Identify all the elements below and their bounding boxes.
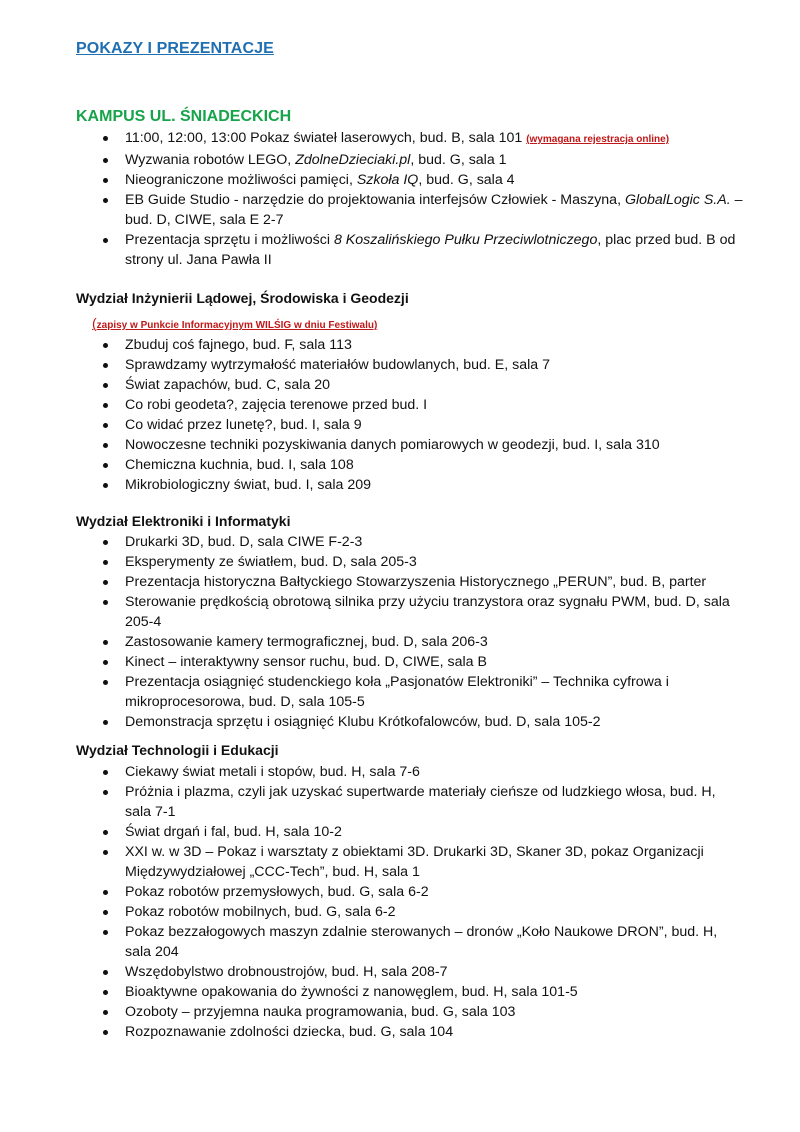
list-item: Co robi geodeta?, zajęcia terenowe przed bud. I — [0, 395, 745, 415]
list-item: 11:00, 12:00, 13:00 Pokaz świateł laserowych, bud. B, sala 101 (wymagana rejestracja online) — [0, 128, 745, 150]
list-item: Rozpoznawanie zdolności dziecka, bud. G, sala 104 — [0, 1022, 745, 1042]
bullet-icon — [103, 910, 108, 915]
bullet-icon — [103, 720, 108, 725]
bullet-icon — [103, 600, 108, 605]
list-item: Sprawdzamy wytrzymałość materiałów budowlanych, bud. E, sala 7 — [0, 355, 745, 375]
list-item: Demonstracja sprzętu i osiągnięć Klubu Krótkofalowców, bud. D, sala 105-2 — [0, 712, 745, 732]
list-item: Drukarki 3D, bud. D, sala CIWE F-2-3 — [0, 532, 745, 552]
list-item: Co widać przez lunetę?, bud. I, sala 9 — [0, 415, 745, 435]
bullet-icon — [103, 560, 108, 565]
bullet-icon — [103, 1010, 108, 1015]
bullet-icon — [103, 970, 108, 975]
list-item: Pokaz robotów przemysłowych, bud. G, sala 6-2 — [0, 882, 745, 902]
list-item: Prezentacja sprzętu i możliwości 8 Koszalińskiego Pułku Przeciwlotniczego, plac przed bud. B od strony ul. Jana Pawła II — [0, 230, 745, 270]
bullet-icon — [103, 423, 108, 428]
list-item: Wszędobylstwo drobnoustrojów, bud. H, sala 208-7 — [0, 962, 745, 982]
registration-note: (wymagana rejestracja online) — [526, 134, 670, 145]
bullet-icon — [103, 363, 108, 368]
list-item: Chemiczna kuchnia, bud. I, sala 108 — [0, 455, 745, 475]
campus-heading: KAMPUS UL. ŚNIADECKICH — [76, 108, 292, 125]
list-item: Ciekawy świat metali i stopów, bud. H, sala 7-6 — [0, 762, 745, 782]
bullet-icon — [103, 770, 108, 775]
bullet-icon — [103, 790, 108, 795]
section-heading: Wydział Inżynierii Lądowej, Środowiska i Geodezji — [76, 290, 409, 306]
bullet-icon — [103, 383, 108, 388]
bullet-icon — [103, 850, 108, 855]
list-item: Kinect – interaktywny sensor ruchu, bud. D, CIWE, sala B — [0, 652, 745, 672]
section-list — [0, 762, 745, 1042]
bullet-icon — [103, 463, 108, 468]
list-item: Pokaz robotów mobilnych, bud. G, sala 6-2 — [0, 902, 745, 922]
list-item: Zbuduj coś fajnego, bud. F, sala 113 — [0, 335, 745, 355]
section-heading: Wydział Technologii i Edukacji — [76, 742, 279, 758]
bullet-icon — [103, 136, 108, 141]
list-item: EB Guide Studio - narzędzie do projektowania interfejsów Człowiek - Maszyna, GlobalLogic S.A. – bud. D, CIWE, sala E 2-7 — [0, 190, 745, 230]
bullet-icon — [103, 830, 108, 835]
bullet-icon — [103, 1030, 108, 1035]
list-item: Nieograniczone możliwości pamięci, Szkoła IQ, bud. G, sala 4 — [0, 170, 745, 190]
list-item: XXI w. w 3D – Pokaz i warsztaty z obiektami 3D. Drukarki 3D, Skaner 3D, pokaz Organizacji Międzywydziałowej „CCC-Tech”, bud. H, sala 1 — [0, 842, 745, 882]
list-item: Prezentacja osiągnięć studenckiego koła „Pasjonatów Elektroniki” – Technika cyfrowa i mikroprocesorowa, bud. D, sala 105-5 — [0, 672, 745, 712]
registration-note: (zapisy w Punkcie Informacyjnym WILŚIG w dniu Festiwalu) — [92, 315, 378, 331]
bullet-icon — [103, 990, 108, 995]
section-heading: Wydział Elektroniki i Informatyki — [76, 513, 291, 529]
bullet-icon — [103, 580, 108, 585]
campus-list — [0, 128, 745, 270]
list-item: Zastosowanie kamery termograficznej, bud. D, sala 206-3 — [0, 632, 745, 652]
bullet-icon — [103, 343, 108, 348]
bullet-icon — [103, 680, 108, 685]
bullet-icon — [103, 660, 108, 665]
list-item: Nowoczesne techniki pozyskiwania danych pomiarowych w geodezji, bud. I, sala 310 — [0, 435, 745, 455]
bullet-icon — [103, 930, 108, 935]
list-item: Ozoboty – przyjemna nauka programowania, bud. G, sala 103 — [0, 1002, 745, 1022]
list-item: Świat drgań i fal, bud. H, sala 10-2 — [0, 822, 745, 842]
bullet-icon — [103, 158, 108, 163]
bullet-icon — [103, 890, 108, 895]
list-item: Wyzwania robotów LEGO, ZdolneDzieciaki.pl, bud. G, sala 1 — [0, 150, 745, 170]
bullet-icon — [103, 403, 108, 408]
list-item: Sterowanie prędkością obrotową silnika przy użyciu tranzystora oraz sygnału PWM, bud. D, sala 205-4 — [0, 592, 745, 632]
bullet-icon — [103, 443, 108, 448]
bullet-icon — [103, 238, 108, 243]
bullet-icon — [103, 640, 108, 645]
list-item: Pokaz bezzałogowych maszyn zdalnie sterowanych – dronów „Koło Naukowe DRON”, bud. H, sala 204 — [0, 922, 745, 962]
page-title: POKAZY I PREZENTACJE — [76, 40, 274, 57]
list-item: Eksperymenty ze światłem, bud. D, sala 205-3 — [0, 552, 745, 572]
bullet-icon — [103, 540, 108, 545]
list-item: Świat zapachów, bud. C, sala 20 — [0, 375, 745, 395]
list-item: Bioaktywne opakowania do żywności z nanowęglem, bud. H, sala 101-5 — [0, 982, 745, 1002]
list-item: Próżnia i plazma, czyli jak uzyskać supertwarde materiały cieńsze od ludzkiego włosa, bud. H, sala 7-1 — [0, 782, 745, 822]
bullet-icon — [103, 483, 108, 488]
list-item: Mikrobiologiczny świat, bud. I, sala 209 — [0, 475, 745, 495]
section-list — [0, 532, 745, 732]
list-item: Prezentacja historyczna Bałtyckiego Stowarzyszenia Historycznego „PERUN”, bud. B, parter — [0, 572, 745, 592]
bullet-icon — [103, 178, 108, 183]
bullet-icon — [103, 198, 108, 203]
section-list — [0, 335, 745, 495]
